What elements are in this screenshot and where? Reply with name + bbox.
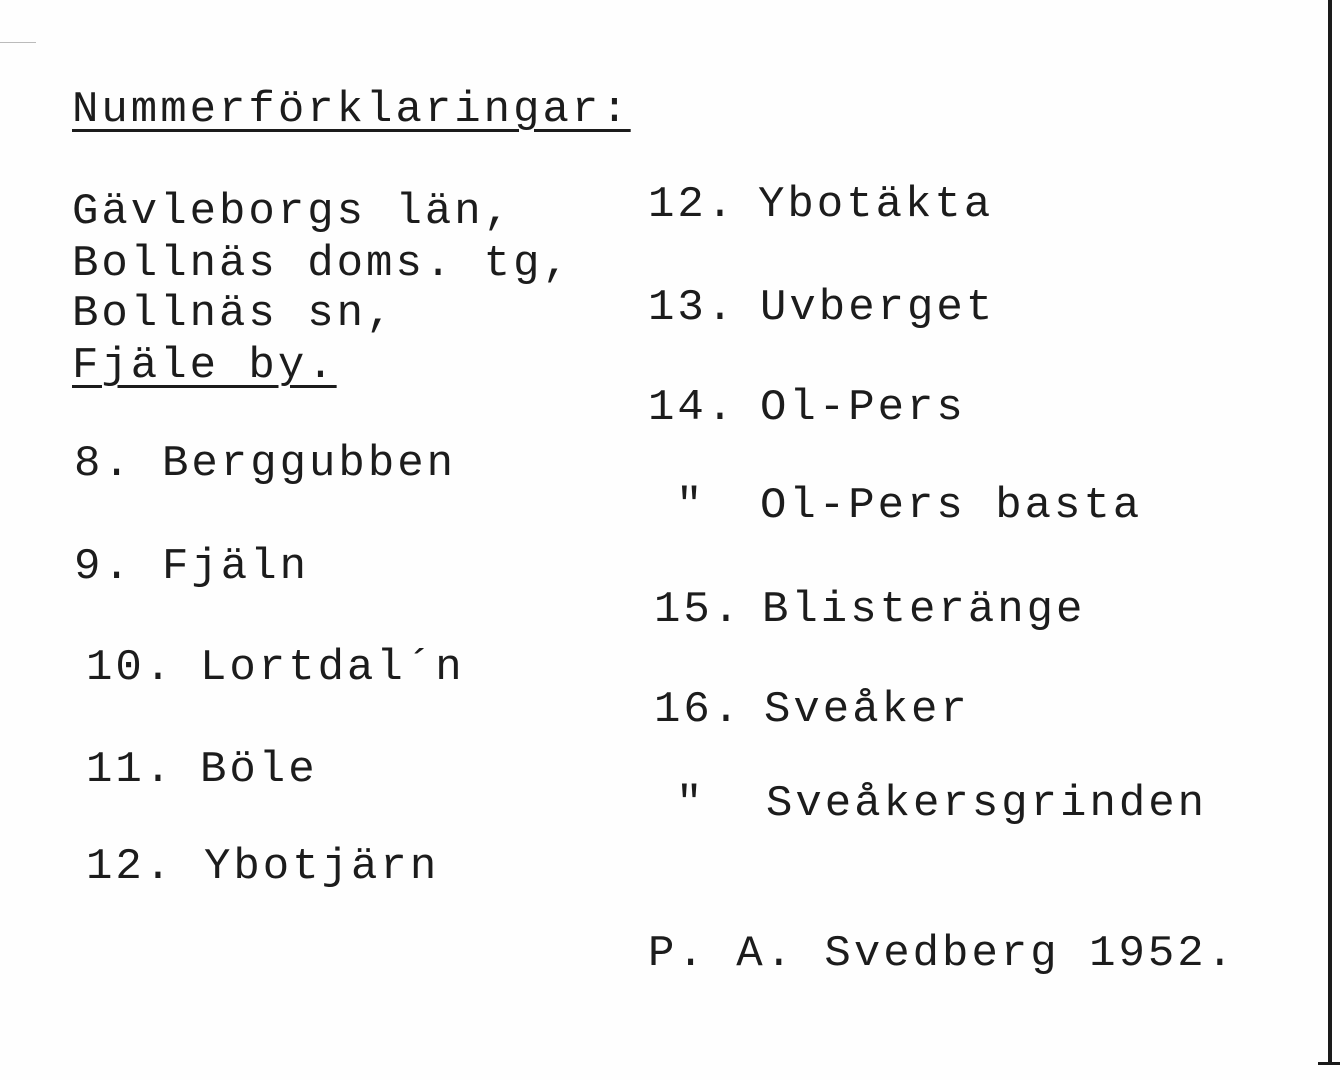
location-parish: Bollnäs sn,	[72, 289, 396, 339]
entry-name: Ybotjärn	[204, 842, 440, 892]
entry-number: 14.	[648, 383, 737, 433]
entry-name: Sveåker	[764, 685, 970, 735]
entry-name: Berggubben	[162, 439, 457, 489]
entry-name: Blisteränge	[762, 585, 1086, 635]
ditto-mark: "	[676, 481, 706, 531]
card-edge-line	[1328, 0, 1332, 1065]
location-county: Gävleborgs län,	[72, 187, 514, 237]
entry-number: 8.	[74, 439, 133, 489]
entry-number: 10.	[86, 643, 175, 693]
scan-mark	[0, 42, 36, 43]
entry-name: Böle	[200, 745, 318, 795]
location-district: Bollnäs doms. tg,	[72, 239, 572, 289]
entry-number: 13.	[648, 283, 737, 333]
entry-name: Ybotäkta	[758, 180, 994, 230]
signature: P. A. Svedberg 1952.	[648, 929, 1237, 979]
location-village: Fjäle by.	[72, 341, 337, 391]
ditto-mark: "	[676, 779, 706, 829]
heading: Nummerförklaringar:	[72, 85, 631, 135]
entry-number: 12.	[86, 842, 175, 892]
entry-number: 16.	[654, 685, 743, 735]
entry-number: 12.	[648, 180, 737, 230]
entry-name: Ol-Pers	[760, 383, 966, 433]
entry-name: Fjäln	[162, 542, 310, 592]
card-edge-tick	[1318, 1062, 1340, 1065]
entry-name: Lortdal´n	[200, 643, 465, 693]
entry-number: 9.	[74, 542, 133, 592]
entry-number: 11.	[86, 745, 175, 795]
entry-name: Sveåkersgrinden	[766, 779, 1208, 829]
entry-name: Ol-Pers basta	[760, 481, 1143, 531]
entry-number: 15.	[654, 585, 743, 635]
entry-name: Uvberget	[760, 283, 996, 333]
